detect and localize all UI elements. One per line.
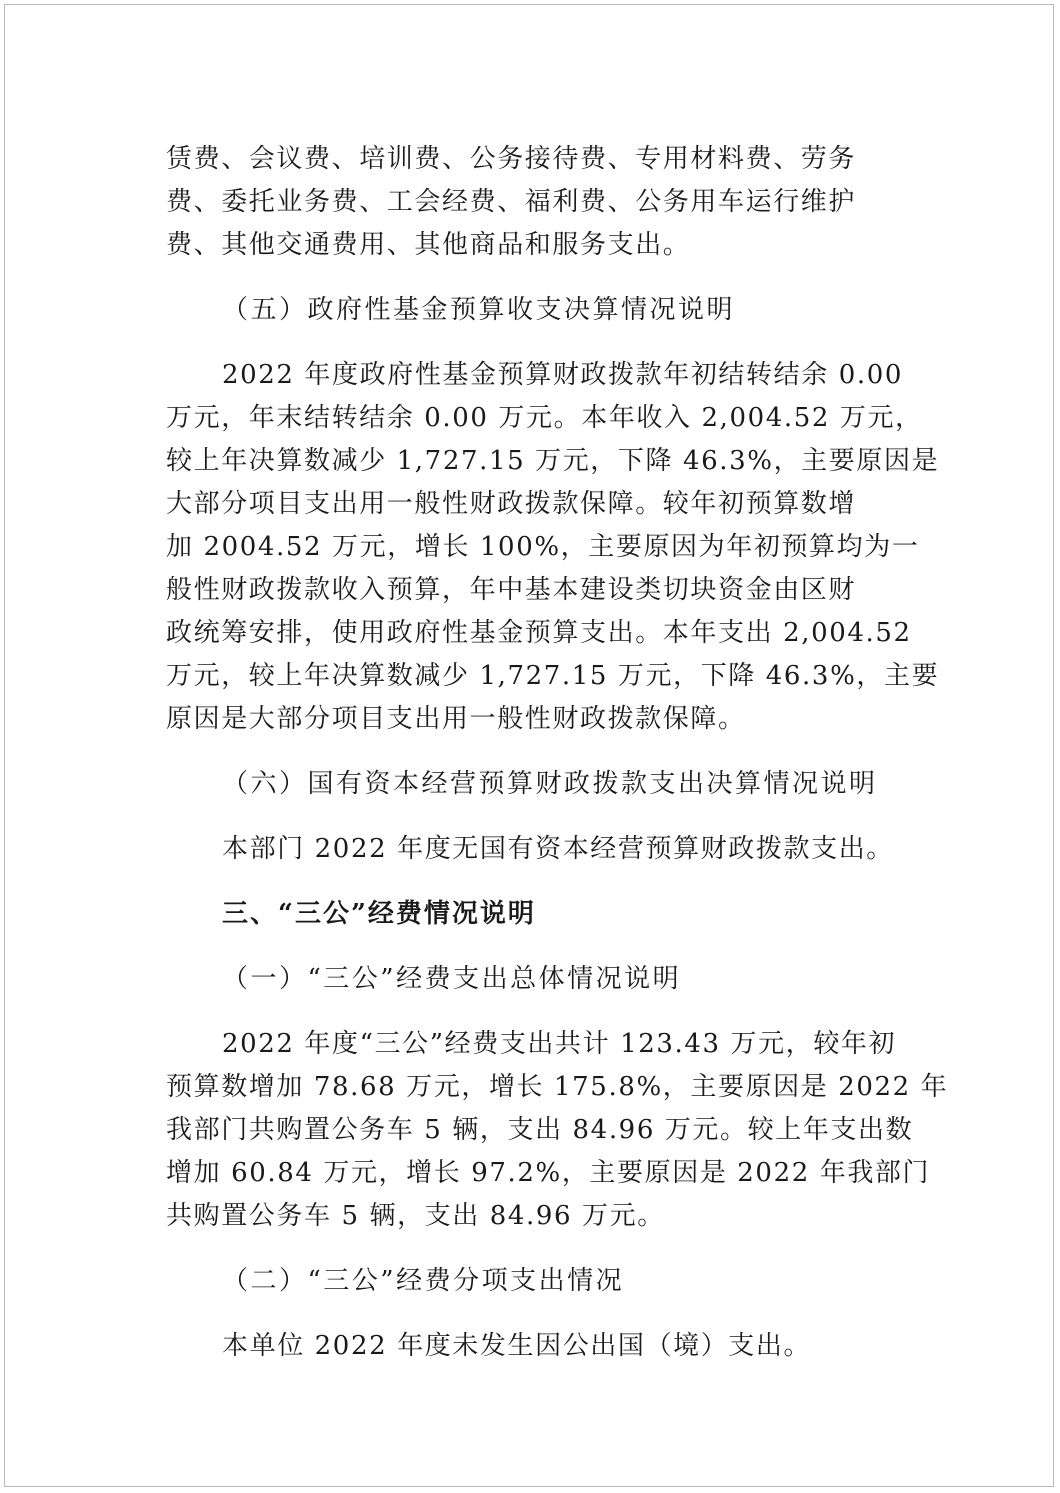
- paragraph-line: 较上年决算数减少 1,727.15 万元，下降 46.3%，主要原因是: [166, 446, 940, 476]
- section-five-heading: （五）政府性基金预算收支决算情况说明: [222, 295, 736, 325]
- paragraph-line: 加 2004.52 万元，增长 100%，主要原因为年初预算均为一: [166, 532, 920, 562]
- paragraph-line: 我部门共购置公务车 5 辆，支出 84.96 万元。较上年支出数: [166, 1115, 914, 1145]
- three-public-overall-paragraph: [166, 1023, 949, 1238]
- paragraph-line: 费、委托业务费、工会经费、福利费、公务用车运行维护: [166, 187, 857, 217]
- paragraph-line: 2022 年度政府性基金预算财政拨款年初结转结余 0.00: [222, 360, 903, 390]
- paragraph-line: 万元，较上年决算数减少 1,727.15 万元，下降 46.3%，主要: [166, 661, 940, 691]
- continuation-paragraph: [166, 138, 896, 267]
- paragraph-line: 政统筹安排，使用政府性基金预算支出。本年支出 2,004.52: [166, 618, 912, 648]
- paragraph-line: 2022 年度“三公”经费支出共计 123.43 万元，较年初: [222, 1029, 897, 1059]
- section-six-paragraph: 本部门 2022 年度无国有资本经营预算财政拨款支出。: [222, 834, 894, 864]
- section-six-heading: （六）国有资本经营预算财政拨款支出决算情况说明: [222, 769, 878, 799]
- paragraph-line: 赁费、会议费、培训费、公务接待费、专用材料费、劳务: [166, 144, 857, 174]
- paragraph-line: 共购置公务车 5 辆，支出 84.96 万元。: [166, 1201, 665, 1231]
- section-five-paragraph: [166, 354, 940, 741]
- paragraph-line: 大部分项目支出用一般性财政拨款保障。较年初预算数增: [166, 489, 857, 519]
- paragraph-line: 预算数增加 78.68 万元，增长 175.8%，主要原因是 2022 年: [166, 1072, 949, 1102]
- paragraph-line: 费、其他交通费用、其他商品和服务支出。: [166, 230, 691, 260]
- paragraph-line: 般性财政拨款收入预算，年中基本建设类切块资金由区财: [166, 575, 857, 605]
- paragraph-line: 增加 60.84 万元，增长 97.2%，主要原因是 2022 年我部门: [166, 1158, 931, 1188]
- three-public-itemized-heading: （二）“三公”经费分项支出情况: [222, 1266, 625, 1296]
- three-public-itemized-paragraph: 本单位 2022 年度未发生因公出国（境）支出。: [222, 1331, 812, 1361]
- three-public-overall-heading: （一）“三公”经费支出总体情况说明: [222, 964, 682, 994]
- document-body: [166, 138, 949, 1368]
- paragraph-line: 原因是大部分项目支出用一般性财政拨款保障。: [166, 704, 746, 734]
- paragraph-line: 万元，年末结转结余 0.00 万元。本年收入 2,004.52 万元，: [166, 403, 923, 433]
- part-three-heading: 三、“三公”经费情况说明: [222, 899, 536, 929]
